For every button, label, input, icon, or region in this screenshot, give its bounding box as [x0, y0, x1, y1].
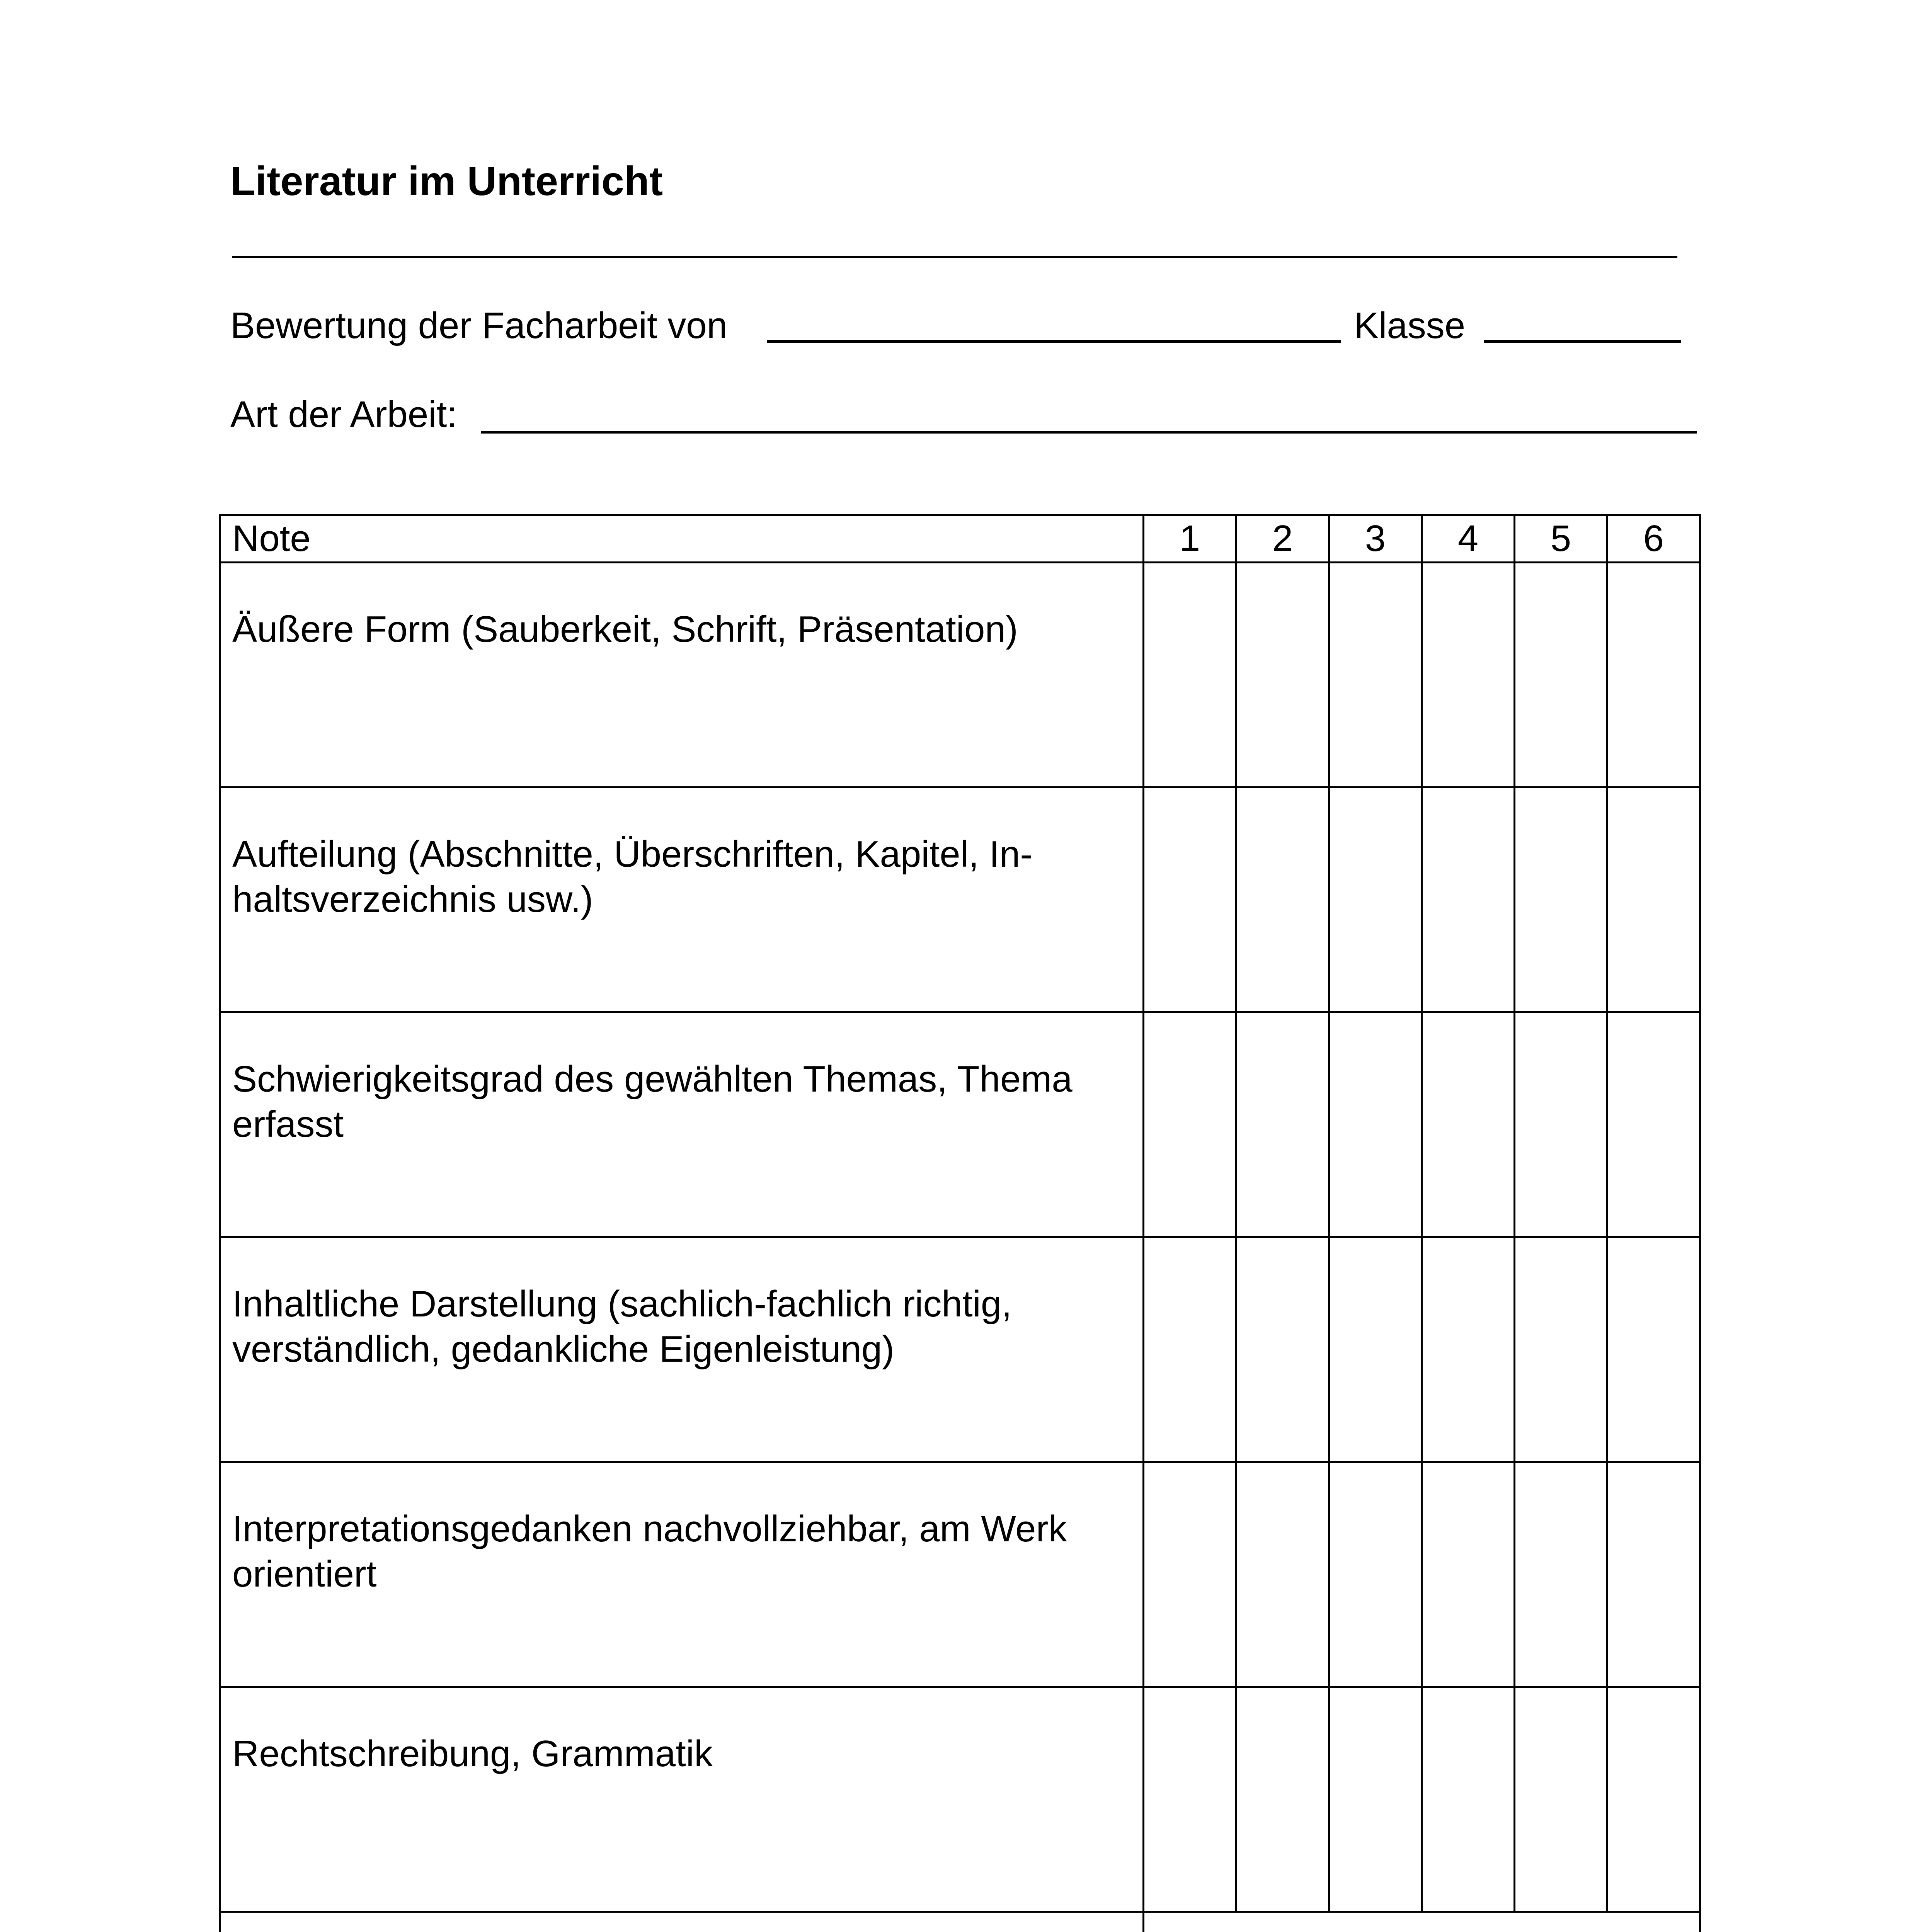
- grade-cell[interactable]: [1236, 563, 1329, 787]
- grade-cell[interactable]: [1144, 563, 1236, 787]
- table-row: [220, 1687, 1700, 1912]
- page-title: Literatur im Unterricht: [230, 158, 663, 204]
- student-name-field[interactable]: [767, 340, 1341, 343]
- grade-header-1: 1: [1144, 515, 1236, 563]
- grade-cell[interactable]: [1422, 1687, 1515, 1912]
- grade-cell[interactable]: [1236, 1012, 1329, 1237]
- summe-label: [220, 1912, 1144, 1932]
- grade-cell[interactable]: [1144, 1012, 1236, 1237]
- grade-cell[interactable]: [1422, 563, 1515, 787]
- grade-cell[interactable]: [1515, 1012, 1607, 1237]
- grade-cell[interactable]: [1236, 1237, 1329, 1462]
- grade-cell[interactable]: [1607, 1237, 1700, 1462]
- grade-header-4: 4: [1422, 515, 1515, 563]
- grade-header-6: 6: [1607, 515, 1700, 563]
- grade-cell[interactable]: [1329, 1687, 1422, 1912]
- grade-cell[interactable]: [1422, 1012, 1515, 1237]
- summary-row: [220, 1912, 1700, 1932]
- note-header: Note: [220, 515, 1144, 563]
- grade-cell[interactable]: [1422, 1237, 1515, 1462]
- grade-cell[interactable]: [1515, 787, 1607, 1012]
- grade-cell[interactable]: [1236, 1687, 1329, 1912]
- title-divider: [232, 256, 1677, 258]
- criterion-line: Schwierigkeitsgrad des gewählten Themas, Thema erfasst: [232, 1058, 1073, 1145]
- grade-cell[interactable]: [1515, 1462, 1607, 1687]
- grade-cell[interactable]: [1607, 1687, 1700, 1912]
- grade-cell[interactable]: [1607, 563, 1700, 787]
- grade-cell[interactable]: [1236, 787, 1329, 1012]
- grade-cell[interactable]: [1144, 1237, 1236, 1462]
- grade-cell[interactable]: [1329, 1012, 1422, 1237]
- criterion-label: Rechtschreibung, Grammatik: [220, 1687, 1144, 1912]
- criterion-label: Äußere Form (Sauberkeit, Schrift, Präsentation): [220, 563, 1144, 787]
- grading-table: [219, 514, 1701, 1932]
- grade-cell[interactable]: [1607, 1462, 1700, 1687]
- grade-cell[interactable]: [1422, 787, 1515, 1012]
- criterion-label: [220, 1237, 1144, 1462]
- grade-cell[interactable]: [1422, 1462, 1515, 1687]
- grade-cell[interactable]: [1329, 1237, 1422, 1462]
- grade-cell[interactable]: [1236, 1462, 1329, 1687]
- grade-cell[interactable]: [1144, 1462, 1236, 1687]
- grade-header-3: 3: [1329, 515, 1422, 563]
- criterion-line: Inhaltliche Darstellung (sachlich-fachlich richtig, verständlich, gedankliche Eigenleistung): [232, 1283, 1012, 1370]
- criterion-label: [220, 1462, 1144, 1687]
- grade-cell[interactable]: [1329, 787, 1422, 1012]
- grade-header-2: 2: [1236, 515, 1329, 563]
- grade-cell[interactable]: [1515, 1687, 1607, 1912]
- table-row: [220, 563, 1700, 787]
- summe-value-cell[interactable]: [1144, 1912, 1700, 1932]
- criterion-label: [220, 1012, 1144, 1237]
- grade-cell[interactable]: [1144, 1687, 1236, 1912]
- grade-cell[interactable]: [1607, 1012, 1700, 1237]
- grade-cell[interactable]: [1515, 563, 1607, 787]
- table-row: [220, 1237, 1700, 1462]
- klasse-field[interactable]: [1484, 340, 1681, 343]
- grade-cell[interactable]: [1329, 563, 1422, 787]
- table-row: [220, 787, 1700, 1012]
- art-der-arbeit-label: Art der Arbeit:: [230, 394, 457, 435]
- klasse-label: Klasse: [1354, 305, 1466, 346]
- table-row: [220, 1012, 1700, 1237]
- grade-cell[interactable]: [1515, 1237, 1607, 1462]
- criterion-line: Aufteilung (Abschnitte, Überschriften, Kapitel, In- haltsverzeichnis usw.): [232, 833, 1033, 920]
- table-row: [220, 1462, 1700, 1687]
- grade-cell[interactable]: [1607, 787, 1700, 1012]
- bewertung-label: Bewertung der Facharbeit von: [230, 305, 728, 346]
- grade-cell[interactable]: [1144, 787, 1236, 1012]
- criterion-label: [220, 787, 1144, 1012]
- grade-cell[interactable]: [1329, 1462, 1422, 1687]
- grade-header-5: 5: [1515, 515, 1607, 563]
- criterion-line: Interpretationsgedanken nachvollziehbar, am Werk orientiert: [232, 1508, 1067, 1595]
- table-header-row: [220, 515, 1700, 563]
- art-der-arbeit-field[interactable]: [481, 431, 1697, 434]
